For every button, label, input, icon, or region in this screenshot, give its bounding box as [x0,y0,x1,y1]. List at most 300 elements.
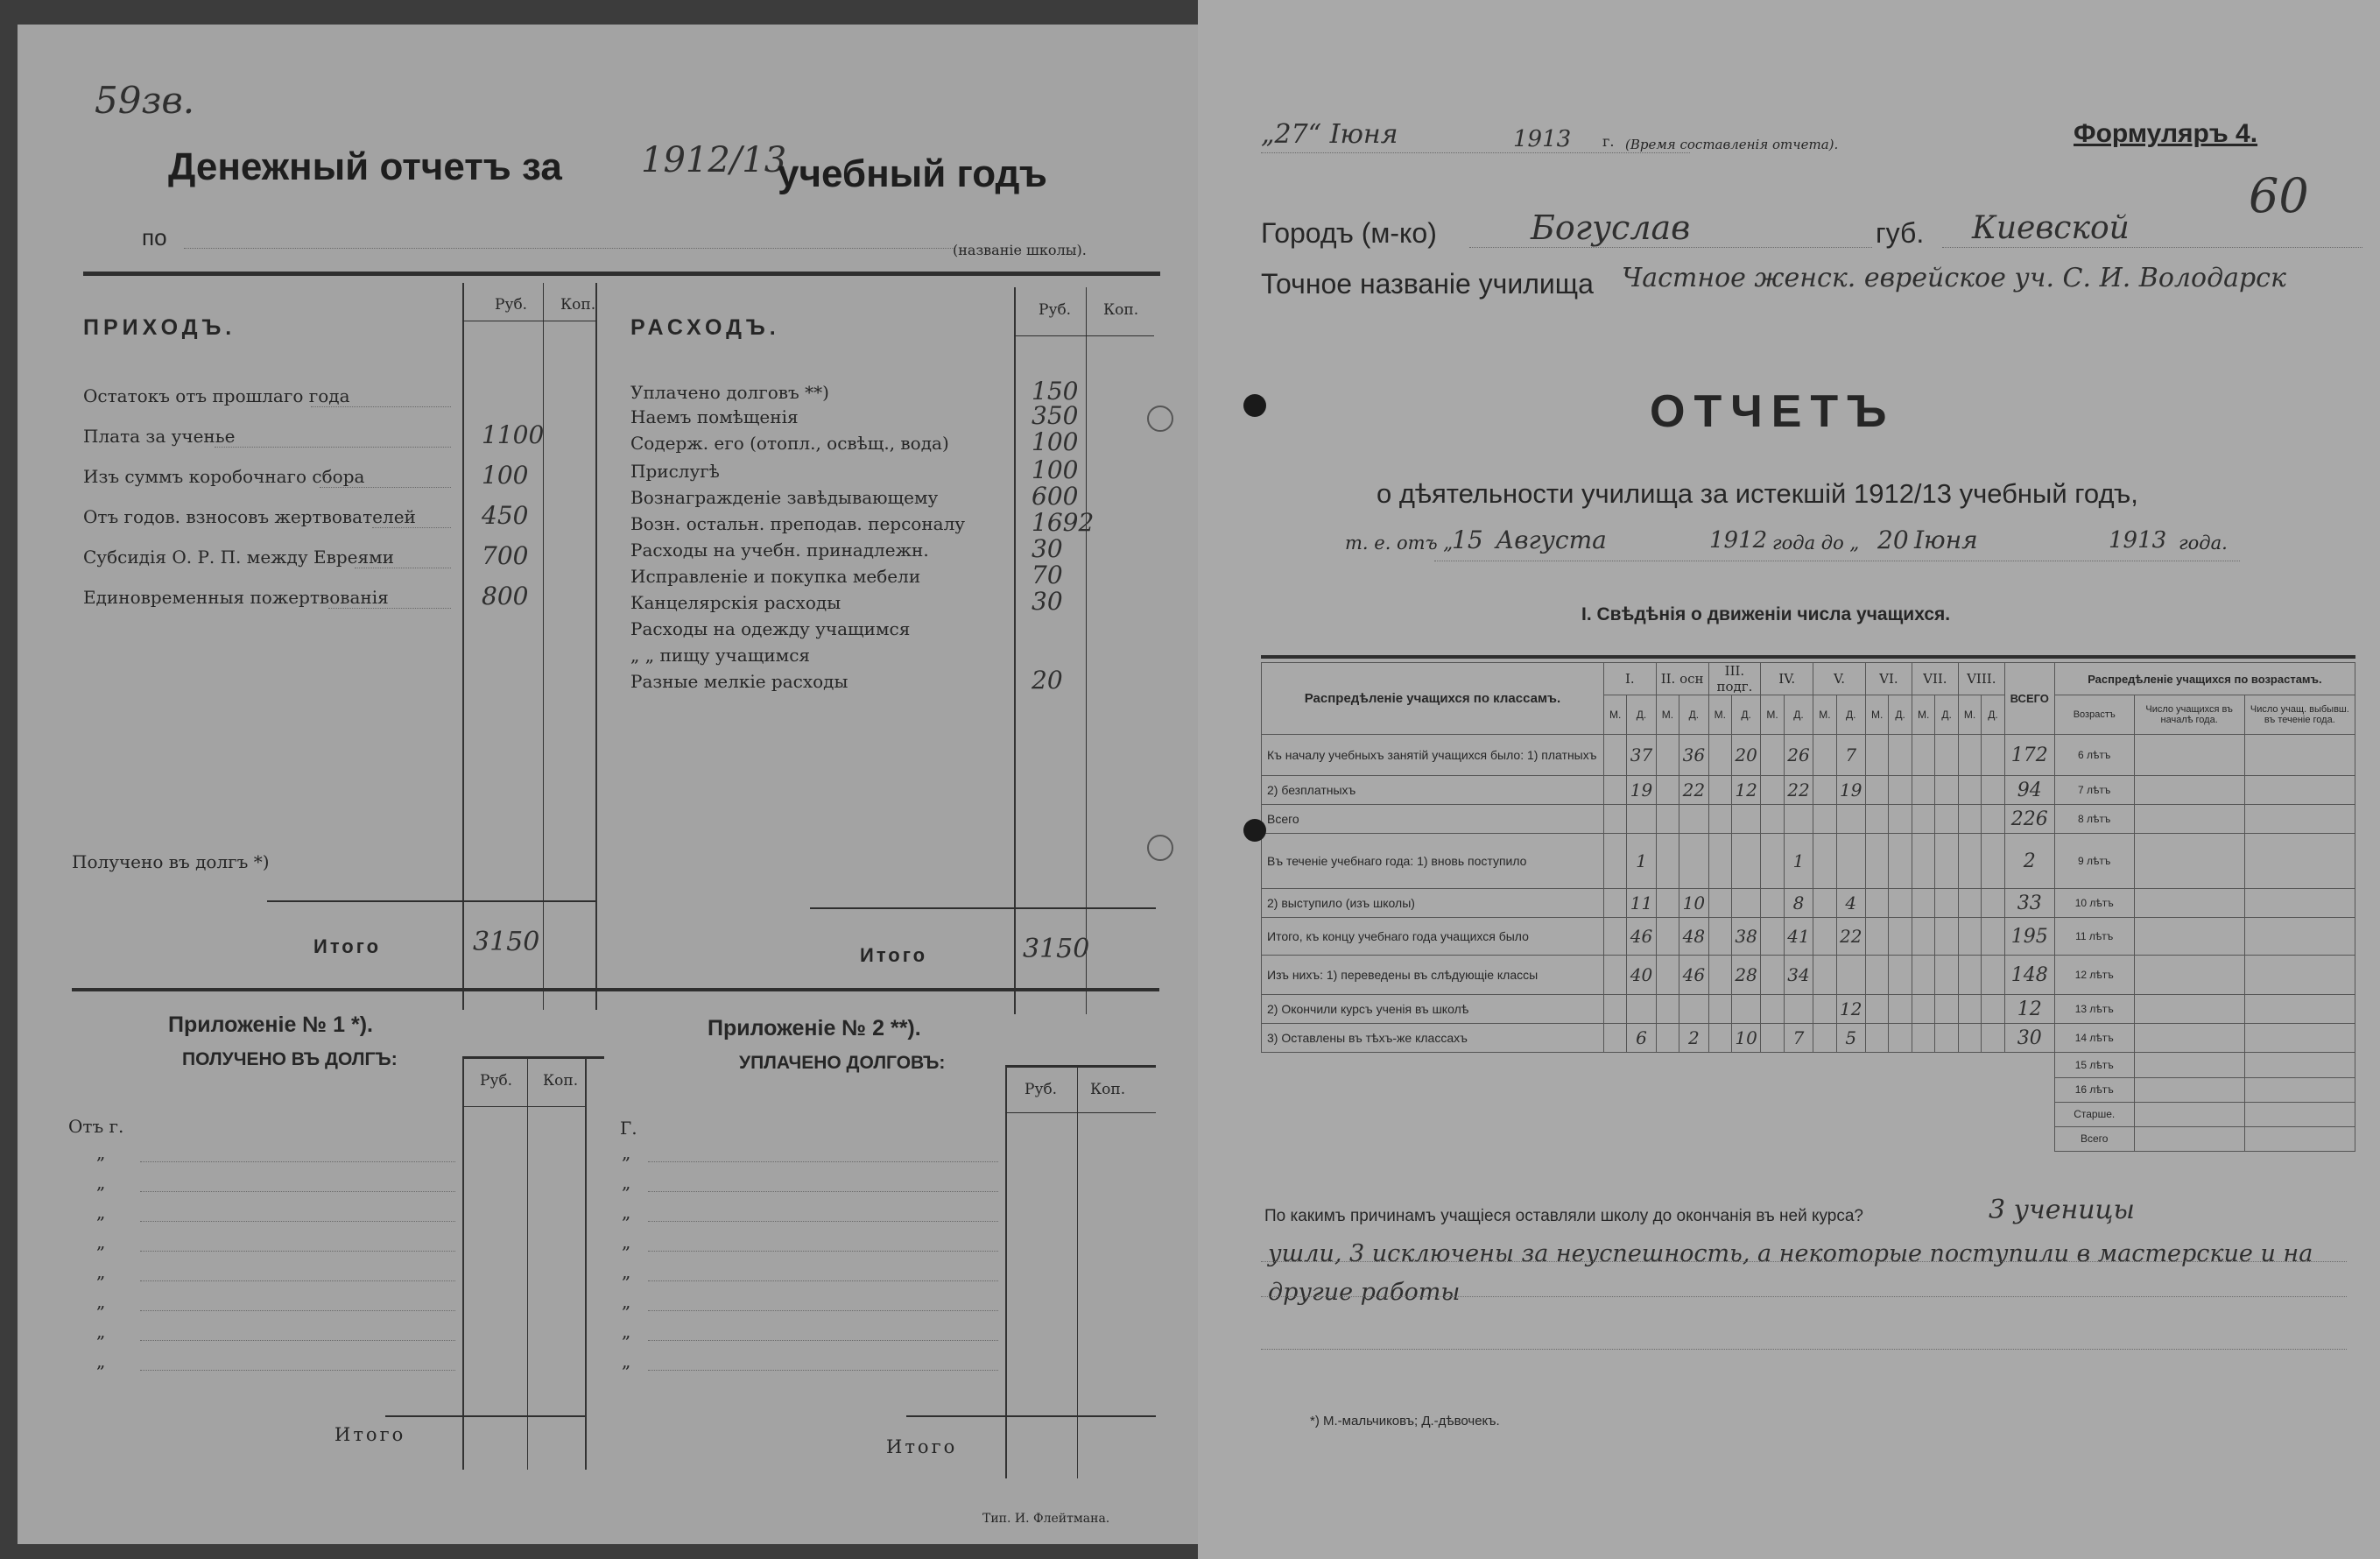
expense-item-label: Вознагражденіе завѣдывающему [630,487,939,508]
expense-item-value: 150 [1032,377,1079,406]
movement-cell [1708,889,1731,918]
movement-cell [1679,834,1708,889]
total-header: ВСЕГО [2004,663,2054,735]
age-header: Распредѣленіе учащихся по возрастамъ. [2054,663,2355,695]
movement-cell [1761,956,1784,995]
movement-cell: 36 [1679,735,1708,776]
leader-dots [140,1161,455,1162]
income-item-value: 450 [482,501,529,530]
period-from-year: 1912 [1709,527,1768,554]
movement-cell [1889,918,1912,956]
movement-cell: 5 [1836,1024,1865,1053]
age-count-start [2134,1024,2244,1053]
mf-header: М. [1865,695,1888,735]
income-item-label: Субсидія О. Р. П. между Евреями [83,547,394,568]
mf-header: Д. [1836,695,1865,735]
class-header: V. [1813,663,1866,695]
age-count-start [2134,834,2244,889]
movement-cell: 7 [1784,1024,1813,1053]
expense-item-label: Расходы на учебн. принадлежн. [630,540,929,561]
movement-cell [1708,735,1731,776]
mf-header: М. [1958,695,1981,735]
appendix1-title: Приложеніе № 1 *). [168,1012,373,1037]
expense-item-value: 70 [1032,561,1063,589]
movement-cell [1865,889,1888,918]
movement-cell [1865,776,1888,805]
movement-cell: 48 [1679,918,1708,956]
age-count-start [2134,889,2244,918]
appendix1-ditto: „ [96,1142,106,1163]
leader-dots [648,1191,998,1192]
gub-value: Киевской [1972,210,2130,246]
expense-item-label: Возн. остальн. преподав. персоналу [630,513,966,534]
appendix2-ditto: „ [622,1291,631,1312]
movement-cell: 1 [1784,834,1813,889]
city-value: Богуслав [1531,208,1691,247]
income-item-label: Остатокъ отъ прошлаго года [83,385,350,406]
movement-cell [1679,995,1708,1024]
reasons-answer-line1: 3 ученицы [1989,1195,2135,1225]
expense-item-label: Уплачено долговъ **) [630,382,829,403]
report-subtitle: о дѣятельности училища за истекшій 1912/13 учебный годъ, [1377,478,2138,509]
movement-cell [1958,918,1981,956]
movement-cell: 22 [1836,918,1865,956]
appendix2-ditto: „ [622,1172,631,1193]
appendix1-ditto: „ [96,1291,106,1312]
movement-cell [1708,834,1731,889]
movement-cell [1912,918,1934,956]
movement-cell [1761,1024,1784,1053]
expense-item-value: 350 [1032,401,1079,430]
movement-cell [1958,805,1981,834]
movement-cell [1603,735,1626,776]
class-header: VIII. [1958,663,2004,695]
movement-table [1261,662,2355,1152]
movement-cell [1603,956,1626,995]
movement-cell: 20 [1731,735,1760,776]
class-header: I. [1603,663,1656,695]
debt-received-label: Получено въ долгъ *) [72,851,270,872]
movement-cell [1958,834,1981,889]
movement-cell [1889,776,1912,805]
expense-item-value: 100 [1032,455,1079,484]
period-from-day: 15 [1452,526,1483,554]
movement-cell: 34 [1784,956,1813,995]
movement-cell [1935,1024,1958,1053]
printer-mark: Тип. И. Флейтмана. [982,1512,1110,1526]
movement-cell [1865,956,1888,995]
movement-total: 195 [2004,918,2054,956]
age-count-start [2134,1126,2244,1151]
appendix2-col-kop: Коп. [1090,1081,1126,1098]
leader-dots [320,487,451,488]
movement-cell [1889,995,1912,1024]
movement-cell [1731,805,1760,834]
movement-cell [1656,1024,1679,1053]
mf-header: М. [1761,695,1784,735]
movement-cell: 1 [1627,834,1656,889]
movement-cell [1731,995,1760,1024]
movement-cell [1865,834,1888,889]
movement-cell: 37 [1627,735,1656,776]
appendix1-ditto: „ [96,1351,106,1372]
movement-cell: 7 [1836,735,1865,776]
movement-cell [1627,995,1656,1024]
date-hint: (Время составленія отчета). [1625,137,1839,152]
age-count-start [2134,1053,2244,1078]
spacer [1262,1102,2055,1126]
age-count-left [2244,889,2355,918]
leader-dots [140,1280,455,1281]
period-mid: года до „ [1772,533,1860,554]
movement-cell [1958,1024,1981,1053]
archive-number: 59зв. [95,79,195,122]
movement-cell: 6 [1627,1024,1656,1053]
age-count-left [2244,834,2355,889]
expense-item-value: 600 [1032,482,1079,511]
expense-header: РАСХОДЪ. [630,315,780,340]
movement-cell [1889,805,1912,834]
movement-cell [1761,889,1784,918]
appendix2-ditto: „ [622,1202,631,1223]
mf-header: Д. [1679,695,1708,735]
movement-cell: 19 [1836,776,1865,805]
movement-cell [1982,956,2004,995]
movement-cell [1813,995,1836,1024]
appendix1-ditto: „ [96,1172,106,1193]
expense-item-label: Исправленіе и покупка мебели [630,566,921,587]
period-to-day: 20 [1877,526,1909,554]
leader-dots [648,1251,998,1252]
movement-cell [1813,805,1836,834]
movement-cell: 12 [1731,776,1760,805]
movement-cell [1679,805,1708,834]
leader-dots [140,1310,455,1311]
age-count-start [2134,735,2244,776]
age-count-left [2244,1024,2355,1053]
page-number: 60 [2249,168,2309,223]
movement-cell [1958,956,1981,995]
movement-cell [1708,995,1731,1024]
movement-cell [1912,776,1934,805]
movement-cell [1813,1024,1836,1053]
movement-cell [1603,776,1626,805]
movement-total: 33 [2004,889,2054,918]
income-col-kop: Коп. [560,296,596,314]
right-page [1198,0,2380,1559]
school-name-value: Частное женск. еврейское уч. С. И. Володарск [1622,263,2286,293]
appendix1-ditto: „ [96,1231,106,1252]
movement-cell: 38 [1731,918,1760,956]
movement-cell: 46 [1679,956,1708,995]
movement-cell [1836,805,1865,834]
age-col-header: Число учащихся въ началѣ года. [2134,695,2244,735]
age-label: 8 лѣтъ [2054,805,2134,834]
period-prefix: т. е. отъ „ [1345,533,1454,554]
age-count-start [2134,1102,2244,1126]
movement-cell [1982,834,2004,889]
movement-cell: 10 [1731,1024,1760,1053]
movement-cell [1603,995,1626,1024]
age-count-start [2134,995,2244,1024]
age-count-left [2244,956,2355,995]
income-total-value: 3150 [473,927,540,957]
leader-dots [140,1191,455,1192]
reasons-answer-line2: ушли, 3 исключены за неуспешность, а некоторые поступили в мастерские и на другие работы [1268,1240,2313,1306]
movement-cell [1656,834,1679,889]
date-prefix: „27“ Іюня [1261,119,1398,150]
appendix1-ditto: „ [96,1202,106,1223]
movement-cell [1982,889,2004,918]
movement-total: 2 [2004,834,2054,889]
appendix2-ditto: „ [622,1261,631,1282]
class-header: IV. [1761,663,1813,695]
appendix2-ditto: „ [622,1321,631,1342]
movement-cell [1656,776,1679,805]
report-title-prefix: Денежный отчетъ за [168,145,562,188]
leader-dots [648,1221,998,1222]
movement-cell [1865,995,1888,1024]
movement-row-label: 2) безплатныхъ [1262,776,1604,805]
movement-cell: 22 [1784,776,1813,805]
movement-cell: 46 [1627,918,1656,956]
movement-total: 148 [2004,956,2054,995]
movement-cell [1935,805,1958,834]
date-day: 27 [1274,119,1308,150]
appendix2-ditto: „ [622,1142,631,1163]
movement-cell [1865,918,1888,956]
leader-dots [648,1161,998,1162]
date-year: 1913 [1513,126,1572,152]
income-item-value: 1100 [482,420,545,449]
movement-total: 30 [2004,1024,2054,1053]
class-header: VII. [1912,663,1958,695]
school-label: по [142,224,167,250]
movement-cell: 10 [1679,889,1708,918]
income-item-value: 700 [482,541,529,570]
age-count-left [2244,918,2355,956]
spacer [1262,1126,2055,1151]
movement-cell: 40 [1627,956,1656,995]
movement-cell [1761,776,1784,805]
movement-total: 12 [2004,995,2054,1024]
mf-header: Д. [1935,695,1958,735]
age-label: 6 лѣтъ [2054,735,2134,776]
movement-cell [1708,776,1731,805]
movement-cell [1935,834,1958,889]
movement-total: 226 [2004,805,2054,834]
movement-cell [1935,889,1958,918]
movement-cell [1982,1024,2004,1053]
movement-cell [1935,995,1958,1024]
leader-dots [648,1370,998,1371]
expense-item-label: Разные мелкіе расходы [630,671,848,692]
movement-row-label: Всего [1262,805,1604,834]
movement-cell [1889,956,1912,995]
movement-cell [1813,834,1836,889]
age-count-start [2134,918,2244,956]
leader-dots [372,527,451,528]
leader-dots [648,1340,998,1341]
age-count-left [2244,776,2355,805]
date-month: Іюня [1329,119,1398,150]
income-item-value: 800 [482,582,529,610]
appendix2-subtitle: УПЛАЧЕНО ДОЛГОВЪ: [739,1053,946,1073]
movement-cell [1982,995,2004,1024]
left-page [18,25,1200,1544]
gub-label: губ. [1876,217,1925,249]
period-to-year: 1913 [2109,527,2167,554]
movement-cell [1935,956,1958,995]
expense-item-label: Канцелярскія расходы [630,592,841,613]
age-col-header: Возрастъ [2054,695,2134,735]
expense-item-value: 30 [1032,587,1063,616]
movement-cell: 2 [1679,1024,1708,1053]
period-to-month: Іюня [1914,526,1978,554]
report-year: 1912/13 [641,140,787,180]
movement-cell [1784,805,1813,834]
expense-col-rub: Руб. [1039,301,1072,319]
reasons-question: По какимъ причинамъ учащіеся оставляли школу до окончанія въ ней курса? [1264,1207,1863,1225]
movement-cell [1813,889,1836,918]
movement-cell [1731,889,1760,918]
leader-dots [140,1340,455,1341]
movement-cell: 12 [1836,995,1865,1024]
leader-dots [140,1370,455,1371]
expense-item-value: 30 [1032,534,1063,563]
mf-header: Д. [1627,695,1656,735]
class-header: III. подг. [1708,663,1761,695]
income-item-label: Изъ суммъ коробочнаго сбора [83,466,365,487]
appendix2-from-label: Г. [620,1118,637,1139]
movement-cell [1603,918,1626,956]
age-count-left [2244,735,2355,776]
movement-cell: 22 [1679,776,1708,805]
movement-cell [1958,995,1981,1024]
age-label: 14 лѣтъ [2054,1024,2134,1053]
age-label: 10 лѣтъ [2054,889,2134,918]
age-count-start [2134,1077,2244,1102]
appendix1-total-label: Итого [334,1424,406,1445]
movement-cell: 19 [1627,776,1656,805]
appendix2-ditto: „ [622,1231,631,1252]
age-label: 7 лѣтъ [2054,776,2134,805]
movement-cell [1982,918,2004,956]
mf-header: М. [1912,695,1934,735]
movement-cell [1912,735,1934,776]
appendix2-col-rub: Руб. [1025,1081,1058,1098]
movement-cell [1935,776,1958,805]
appendix1-col-rub: Руб. [480,1072,513,1090]
movement-cell [1958,735,1981,776]
age-label: 11 лѣтъ [2054,918,2134,956]
leader-dots [648,1310,998,1311]
movement-cell [1761,918,1784,956]
city-label: Городъ (м-ко) [1261,217,1437,249]
movement-cell [1761,834,1784,889]
movement-cell: 41 [1784,918,1813,956]
section-title: I. Свѣдѣнія о движеніи числа учащихся. [1581,604,1951,624]
class-header: II. осн [1656,663,1708,695]
movement-cell [1912,1024,1934,1053]
expense-item-label: Прислугѣ [630,461,720,482]
expense-item-label: „ „ пищу учащимся [630,645,811,666]
movement-cell [1761,805,1784,834]
movement-cell [1958,776,1981,805]
movement-row-label: Изъ нихъ: 1) переведены въ слѣдующіе классы [1262,956,1604,995]
movement-cell [1912,805,1934,834]
movement-cell [1935,918,1958,956]
movement-cell [1889,735,1912,776]
movement-cell [1761,735,1784,776]
movement-cell: 8 [1784,889,1813,918]
age-label: 16 лѣтъ [2054,1077,2134,1102]
expense-total-value: 3150 [1023,934,1090,964]
movement-cell [1603,805,1626,834]
movement-row-label: 3) Оставлены въ тѣхъ-же классахъ [1262,1024,1604,1053]
movement-cell [1836,834,1865,889]
appendix1-ditto: „ [96,1321,106,1342]
income-item-label: Единовременныя пожертвованія [83,587,389,608]
movement-cell [1982,735,2004,776]
expense-item-label: Содерж. его (отопл., освѣщ., вода) [630,433,949,454]
movement-cell [1865,735,1888,776]
movement-cell [1912,834,1934,889]
age-col-header: Число учащ. выбывш. въ теченіе года. [2244,695,2355,735]
leader-dots [328,608,451,609]
report-heading: ОТЧЕТЪ [1650,386,1896,437]
age-label: 13 лѣтъ [2054,995,2134,1024]
footnote: *) М.-мальчиковъ; Д.-дѣвочекъ. [1310,1414,1500,1428]
movement-cell [1912,956,1934,995]
movement-cell [1813,918,1836,956]
period-suffix: года. [2179,533,2228,554]
leader-dots [140,1251,455,1252]
class-header: VI. [1865,663,1912,695]
leader-dots [215,447,451,448]
movement-total: 94 [2004,776,2054,805]
mf-header: М. [1708,695,1731,735]
appendix1-from-label: Отъ г. [68,1116,124,1137]
movement-cell [1603,889,1626,918]
movement-cell: 4 [1836,889,1865,918]
age-label: 9 лѣтъ [2054,834,2134,889]
age-label: 12 лѣтъ [2054,956,2134,995]
income-header: ПРИХОДЪ. [83,315,236,340]
appendix1-subtitle: ПОЛУЧЕНО ВЪ ДОЛГЪ: [182,1049,398,1069]
movement-row-label: Къ началу учебныхъ занятій учащихся было: 1) платныхъ [1262,735,1604,776]
expense-total-label: Итого [860,944,928,966]
movement-cell [1935,735,1958,776]
income-item-label: Плата за ученье [83,426,236,447]
movement-cell [1958,889,1981,918]
mf-header: М. [1656,695,1679,735]
movement-cell [1912,889,1934,918]
age-count-left [2244,1077,2355,1102]
appendix2-ditto: „ [622,1351,631,1372]
expense-item-label: Наемъ помѣщенія [630,406,799,427]
movement-cell [1836,956,1865,995]
expense-item-label: Расходы на одежду учащимся [630,618,911,639]
mf-header: М. [1603,695,1626,735]
movement-cell [1889,1024,1912,1053]
appendix2-total-label: Итого [886,1436,958,1457]
appendix1-col-kop: Коп. [543,1072,579,1090]
movement-cell [1656,918,1679,956]
movement-cell [1603,834,1626,889]
movement-cell [1889,889,1912,918]
age-label: 15 лѣтъ [2054,1053,2134,1078]
